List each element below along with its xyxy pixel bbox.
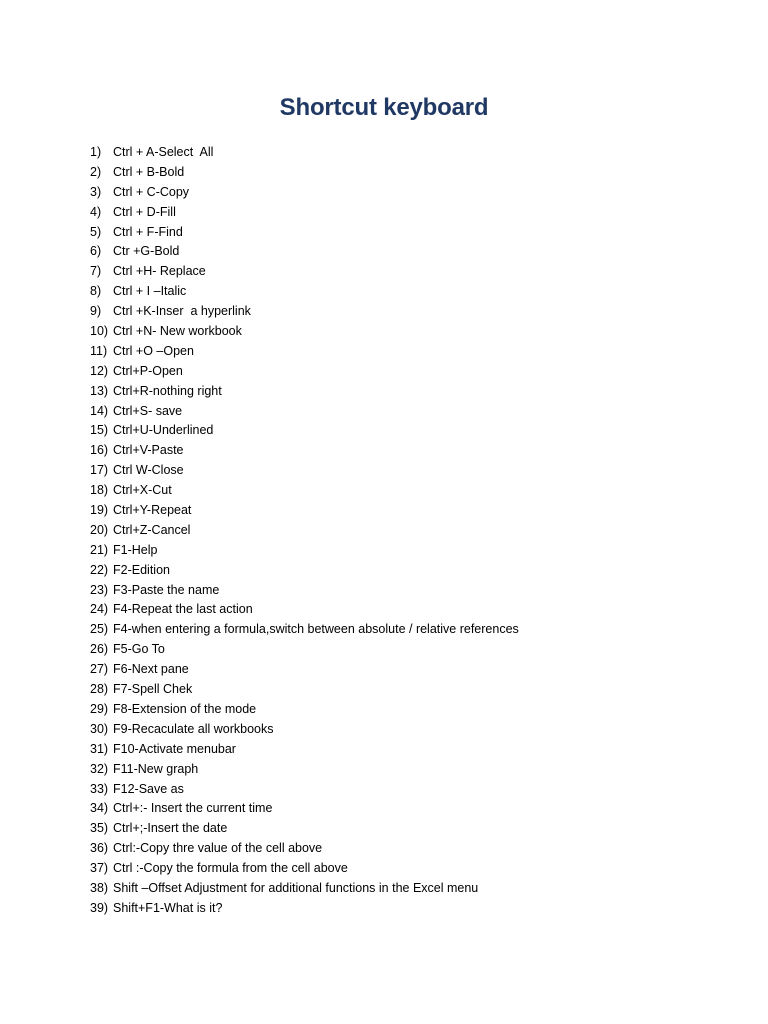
item-text: Ctrl + D-Fill: [113, 204, 176, 219]
item-text: F5-Go To: [113, 642, 165, 657]
item-number: 19): [90, 503, 109, 518]
item-text: Ctrl :-Copy the formula from the cell above: [113, 861, 348, 876]
item-number: 34): [90, 801, 109, 816]
item-text: Ctr +G-Bold: [113, 244, 180, 259]
list-item: [90, 322, 730, 342]
list-item: [90, 481, 730, 501]
item-number: 39): [90, 900, 109, 915]
list-item: [90, 720, 730, 740]
item-number: 4): [90, 204, 102, 219]
item-text: Ctrl+S- save: [113, 403, 183, 418]
list-item: [90, 521, 730, 541]
item-number: 24): [90, 602, 109, 617]
item-number: 20): [90, 522, 109, 537]
list-item: [90, 461, 730, 481]
list-item: [90, 421, 730, 441]
item-number: 31): [90, 741, 109, 756]
item-number: 11): [90, 343, 108, 358]
list-item: [90, 402, 730, 422]
item-number: 15): [90, 423, 109, 438]
list-item: [90, 819, 730, 839]
item-number: 23): [90, 582, 109, 597]
item-text: Ctrl+R-nothing right: [113, 383, 222, 398]
list-item: [90, 143, 730, 163]
item-text: Ctrl+X-Cut: [113, 483, 172, 498]
item-text: Ctrl+P-Open: [113, 363, 183, 378]
list-item: [90, 382, 730, 402]
item-number: 5): [90, 224, 102, 239]
item-text: F8-Extension of the mode: [113, 701, 257, 716]
item-text: Ctrl + B-Bold: [113, 164, 185, 179]
item-number: 37): [90, 861, 109, 876]
list-item: [90, 561, 730, 581]
item-text: Ctrl +N- New workbook: [113, 324, 242, 339]
item-text: F3-Paste the name: [113, 582, 220, 597]
item-text: Ctrl W-Close: [113, 463, 184, 478]
item-text: F2-Edition: [113, 562, 170, 577]
item-number: 33): [90, 781, 109, 796]
item-number: 35): [90, 821, 109, 836]
item-text: F4-when entering a formula,switch between absolute / relative references: [113, 622, 519, 637]
list-item: [90, 700, 730, 720]
list-item: [90, 620, 730, 640]
item-number: 22): [90, 562, 109, 577]
page-title: Shortcut keyboard: [279, 94, 489, 121]
list-item: [90, 839, 730, 859]
item-number: 25): [90, 622, 109, 637]
item-number: 30): [90, 721, 109, 736]
list-item: [90, 441, 730, 461]
item-text: F4-Repeat the last action: [113, 602, 253, 617]
list-item: [90, 799, 730, 819]
item-number: 36): [90, 841, 109, 856]
list-item: [90, 740, 730, 760]
item-text: F6-Next pane: [113, 662, 189, 677]
item-text: Ctrl +K-Inser a hyperlink: [113, 304, 251, 319]
list-item: [90, 203, 730, 223]
item-text: Ctrl+:- Insert the current time: [113, 801, 273, 816]
item-number: 18): [90, 483, 109, 498]
item-number: 9): [90, 304, 102, 319]
item-number: 1): [90, 145, 102, 159]
item-text: Ctrl + I –Italic: [113, 284, 187, 299]
item-number: 16): [90, 443, 109, 458]
item-number: 7): [90, 264, 102, 279]
item-number: 29): [90, 701, 109, 716]
item-text: F9-Recaculate all workbooks: [113, 721, 274, 736]
list-item: [90, 342, 730, 362]
item-text: Ctrl+;-Insert the date: [113, 821, 228, 836]
list-item: [90, 362, 730, 382]
list-item: [90, 660, 730, 680]
item-number: 14): [90, 403, 109, 418]
list-item: [90, 262, 730, 282]
list-item: [90, 760, 730, 780]
item-number: 3): [90, 184, 102, 199]
item-number: 21): [90, 542, 109, 557]
item-number: 13): [90, 383, 109, 398]
list-item: [90, 879, 730, 899]
list-item: [90, 501, 730, 521]
list-item: [90, 282, 730, 302]
item-text: F10-Activate menubar: [113, 741, 236, 756]
list-item: [90, 600, 730, 620]
item-text: Ctrl + A-Select All: [113, 145, 214, 159]
item-number: 26): [90, 642, 109, 657]
item-text: Ctrl + C-Copy: [113, 184, 190, 199]
item-number: 12): [90, 363, 109, 378]
item-text: F11-New graph: [113, 761, 199, 776]
list-item: [90, 242, 730, 262]
item-text: F1-Help: [113, 542, 158, 557]
item-number: 27): [90, 662, 109, 677]
list-item: [90, 163, 730, 183]
item-number: 8): [90, 284, 102, 299]
item-text: Shift+F1-What is it?: [113, 900, 223, 915]
list-item: [90, 223, 730, 243]
item-number: 10): [90, 324, 109, 339]
list-item: [90, 581, 730, 601]
item-text: Ctrl +H- Replace: [113, 264, 206, 279]
item-number: 28): [90, 682, 109, 697]
item-number: 32): [90, 761, 109, 776]
list-item: [90, 899, 730, 919]
list-item: [90, 859, 730, 879]
list-item: [90, 680, 730, 700]
item-number: 6): [90, 244, 102, 259]
item-text: Ctrl:-Copy thre value of the cell above: [113, 841, 323, 856]
item-text: Ctrl + F-Find: [113, 224, 183, 239]
list-item: [90, 780, 730, 800]
item-text: Ctrl+U-Underlined: [113, 423, 214, 438]
list-item: [90, 302, 730, 322]
item-text: F7-Spell Chek: [113, 682, 193, 697]
item-text: Ctrl +O –Open: [113, 343, 194, 358]
item-text: Shift –Offset Adjustment for additional functions in the Excel menu: [113, 880, 479, 895]
list-item: [90, 541, 730, 561]
item-number: 17): [90, 463, 109, 478]
item-text: Ctrl+Y-Repeat: [113, 503, 192, 518]
list-item: [90, 640, 730, 660]
item-text: F12-Save as: [113, 781, 184, 796]
list-item: [90, 183, 730, 203]
item-text: Ctrl+Z-Cancel: [113, 522, 191, 537]
item-text: Ctrl+V-Paste: [113, 443, 184, 458]
item-number: 2): [90, 164, 102, 179]
shortcut-list: [90, 143, 730, 919]
item-number: 38): [90, 880, 109, 895]
